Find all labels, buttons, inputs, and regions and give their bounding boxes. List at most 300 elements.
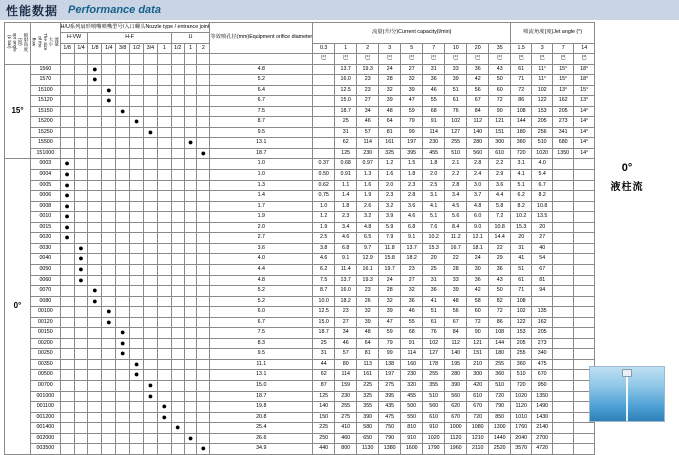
cell-capacity: 50 — [489, 286, 511, 297]
cell-capacity: 60 — [489, 85, 511, 96]
cell-jet-angle: 1760 — [511, 423, 532, 434]
cell-thread-mark — [171, 296, 184, 307]
header-h-vw: H-VW — [60, 33, 88, 43]
cell-capacity: 6.2 — [313, 264, 335, 275]
cell-thread-mark — [197, 433, 210, 444]
cell-capacity: 1020 — [423, 433, 445, 444]
cell-capacity: 59 — [401, 106, 423, 117]
cell-thread-mark — [157, 391, 171, 402]
cell-thread-mark-active: ● — [116, 349, 130, 360]
cell-thread-mark — [130, 433, 144, 444]
cell-jet-angle: 340 — [532, 349, 553, 360]
cell-thread-mark — [116, 286, 130, 297]
cell-capacity: 1000 — [445, 423, 467, 434]
table-row — [5, 317, 595, 328]
cell-capacity: 2.2 — [489, 159, 511, 170]
cell-thread-mark — [171, 222, 184, 233]
cell-capacity: 1440 — [489, 433, 511, 444]
cell-thread-mark — [60, 148, 74, 159]
cell-capacity — [313, 127, 335, 138]
cell-thread-mark — [184, 296, 197, 307]
cell-capacity: 230 — [401, 370, 423, 381]
cell-capacity: 36 — [467, 64, 489, 75]
cell-jet-angle: 720 — [511, 148, 532, 159]
cell-capacity: 114 — [357, 138, 379, 149]
cell-capacity: 151 — [489, 127, 511, 138]
cell-orifice: 5.2 — [210, 286, 313, 297]
cell-jet-angle: 18° — [574, 64, 595, 75]
cell-thread-mark — [130, 254, 144, 265]
cell-jet-angle: 6.2 — [511, 191, 532, 202]
cell-capacity: 0.68 — [335, 159, 357, 170]
cell-capacity: 2.3 — [401, 180, 423, 191]
cell-jet-angle — [574, 433, 595, 444]
table-row — [5, 243, 595, 254]
cell-thread-mark — [130, 307, 144, 318]
header-pressure-6: 10 — [445, 43, 467, 53]
cell-capacity: 6.5 — [357, 233, 379, 244]
table-row — [5, 264, 595, 275]
cell-thread-mark — [144, 106, 158, 117]
cell-capacity: 455 — [423, 148, 445, 159]
cell-model-code: 00100 — [31, 307, 61, 318]
header-orifice-spacer — [210, 54, 313, 64]
cell-capacity: 61 — [445, 96, 467, 107]
cell-capacity: 140 — [467, 127, 489, 138]
cell-thread-mark-active: ● — [60, 222, 74, 233]
cell-jet-angle — [553, 243, 574, 254]
cell-thread-mark — [144, 180, 158, 191]
cell-thread-mark-active: ● — [74, 243, 88, 254]
cell-thread-mark — [197, 191, 210, 202]
cell-capacity: 11.8 — [379, 243, 401, 254]
cell-thread-mark — [60, 359, 74, 370]
cell-thread-mark — [130, 275, 144, 286]
cell-capacity: 255 — [445, 138, 467, 149]
cell-thread-mark-active: ● — [144, 127, 158, 138]
cell-thread-mark — [130, 180, 144, 191]
cell-capacity: 112 — [445, 338, 467, 349]
cell-thread-mark — [130, 222, 144, 233]
cell-model-code: 0003 — [31, 159, 61, 170]
cell-thread-mark — [144, 412, 158, 423]
cell-thread-mark-active: ● — [116, 106, 130, 117]
cell-capacity: 1.4 — [335, 191, 357, 202]
cell-capacity: 102 — [423, 338, 445, 349]
cell-thread-mark — [157, 243, 171, 254]
header-jet-bar-0: 巴 — [511, 54, 532, 64]
cell-capacity: 82 — [489, 296, 511, 307]
cell-thread-mark — [60, 64, 74, 75]
cell-jet-angle: 205 — [532, 117, 553, 128]
cell-capacity: 280 — [445, 370, 467, 381]
cell-thread-mark — [157, 444, 171, 455]
cell-thread-mark — [144, 359, 158, 370]
cell-thread-mark — [130, 423, 144, 434]
cell-jet-angle: 8.2 — [511, 201, 532, 212]
cell-capacity: 255 — [423, 370, 445, 381]
cell-capacity: 161 — [379, 138, 401, 149]
cell-capacity: 144 — [489, 338, 511, 349]
cell-capacity: 910 — [401, 433, 423, 444]
cell-thread-mark — [74, 296, 88, 307]
cell-thread-mark — [197, 328, 210, 339]
cell-thread-mark — [171, 286, 184, 297]
cell-capacity: 650 — [357, 433, 379, 444]
cell-thread-mark — [130, 64, 144, 75]
cell-capacity: 2.5 — [423, 180, 445, 191]
cell-thread-mark — [144, 349, 158, 360]
cell-capacity: 1.8 — [335, 201, 357, 212]
cell-thread-mark — [60, 444, 74, 455]
cell-thread-mark-active: ● — [60, 201, 74, 212]
cell-thread-mark — [171, 191, 184, 202]
cell-thread-mark — [184, 286, 197, 297]
cell-capacity: 34 — [357, 106, 379, 117]
header-bar-3: 巴 — [379, 54, 401, 64]
cell-thread-mark — [157, 264, 171, 275]
cell-thread-mark — [60, 117, 74, 128]
cell-thread-mark — [60, 402, 74, 413]
cell-capacity: 910 — [423, 423, 445, 434]
cell-thread-mark-active: ● — [74, 254, 88, 265]
cell-thread-mark-active: ● — [184, 433, 197, 444]
cell-capacity: 99 — [401, 127, 423, 138]
cell-thread-mark — [197, 233, 210, 244]
cell-thread-mark — [157, 201, 171, 212]
cell-capacity: 42 — [467, 75, 489, 86]
cell-thread-mark — [197, 212, 210, 223]
cell-model-code: 1560 — [31, 64, 61, 75]
cell-thread-mark — [116, 444, 130, 455]
cell-thread-mark — [60, 349, 74, 360]
cell-thread-mark — [88, 148, 102, 159]
cell-thread-mark — [74, 75, 88, 86]
cell-thread-mark — [130, 402, 144, 413]
cell-jet-angle: 51 — [511, 264, 532, 275]
cell-model-code: 151000 — [31, 148, 61, 159]
cell-capacity: 26 — [357, 296, 379, 307]
cell-thread-mark — [74, 433, 88, 444]
cell-capacity: 1080 — [467, 423, 489, 434]
cell-thread-mark — [157, 317, 171, 328]
header-orifice-diameter: 等效喷孔径(mm)Equipment orifice diameter — [210, 23, 313, 54]
cell-capacity: 355 — [357, 402, 379, 413]
cell-thread-mark — [171, 264, 184, 275]
header-thread-spacer-5 — [130, 54, 144, 64]
cell-jet-angle: 950 — [532, 380, 553, 391]
cell-model-code: 001100 — [31, 402, 61, 413]
cell-thread-mark — [102, 159, 116, 170]
cell-capacity: 62 — [313, 370, 335, 381]
cell-capacity: 24 — [379, 64, 401, 75]
cell-thread-mark — [171, 85, 184, 96]
header-pressure-5: 7 — [423, 43, 445, 53]
cell-thread-mark — [116, 317, 130, 328]
cell-thread-mark — [171, 64, 184, 75]
cell-capacity: 550 — [401, 412, 423, 423]
cell-thread-mark — [184, 170, 197, 181]
cell-thread-mark — [102, 138, 116, 149]
cell-orifice: 1.0 — [210, 159, 313, 170]
cell-model-code: 15250 — [31, 127, 61, 138]
cell-thread-mark — [184, 222, 197, 233]
water-jet-icon — [626, 377, 628, 421]
cell-thread-mark — [130, 159, 144, 170]
cell-capacity: 72 — [467, 317, 489, 328]
cell-model-code: 001000 — [31, 391, 61, 402]
cell-thread-mark — [157, 191, 171, 202]
header-thread-spacer-1 — [74, 54, 88, 64]
cell-capacity: 580 — [357, 423, 379, 434]
cell-capacity: 62 — [335, 138, 357, 149]
cell-capacity: 46 — [335, 338, 357, 349]
cell-jet-angle — [553, 370, 574, 381]
cell-thread-mark — [184, 349, 197, 360]
cell-capacity: 28 — [379, 75, 401, 86]
cell-jet-angle — [553, 359, 574, 370]
cell-thread-mark — [116, 64, 130, 75]
cell-thread-mark — [60, 307, 74, 318]
cell-capacity: 56 — [467, 85, 489, 96]
cell-capacity: 1.6 — [379, 170, 401, 181]
cell-capacity: 325 — [379, 148, 401, 159]
cell-thread-mark — [157, 222, 171, 233]
cell-capacity: 320 — [401, 380, 423, 391]
cell-capacity: 22 — [445, 254, 467, 265]
table-row — [5, 75, 595, 86]
table-row — [5, 275, 595, 286]
cell-jet-angle: 3570 — [511, 444, 532, 455]
cell-capacity: 610 — [423, 412, 445, 423]
cell-thread-mark — [171, 96, 184, 107]
cell-capacity: 48 — [357, 328, 379, 339]
cell-thread-mark — [184, 391, 197, 402]
cell-orifice: 5.2 — [210, 75, 313, 86]
header-jet-bar-2: 巴 — [553, 54, 574, 64]
cell-capacity: 25 — [423, 264, 445, 275]
cell-thread-mark — [197, 380, 210, 391]
cell-capacity — [313, 106, 335, 117]
cell-thread-mark — [197, 402, 210, 413]
cell-thread-mark-active: ● — [60, 180, 74, 191]
cell-thread-mark — [60, 370, 74, 381]
cell-capacity: 610 — [489, 148, 511, 159]
cell-orifice: 25.4 — [210, 423, 313, 434]
cell-thread-mark — [60, 264, 74, 275]
cell-orifice: 9.5 — [210, 127, 313, 138]
cell-capacity: 230 — [423, 138, 445, 149]
cell-thread-mark — [197, 170, 210, 181]
cell-thread-mark — [144, 191, 158, 202]
cell-capacity: 5.9 — [379, 222, 401, 233]
cell-capacity: 3.2 — [357, 212, 379, 223]
cell-model-code: 001200 — [31, 412, 61, 423]
cell-capacity: 225 — [357, 380, 379, 391]
cell-thread-mark — [171, 212, 184, 223]
table-row — [5, 127, 595, 138]
nozzle-icon — [622, 369, 632, 377]
cell-jet-angle — [553, 222, 574, 233]
table-row — [5, 412, 595, 423]
cell-jet-angle: 13° — [553, 85, 574, 96]
cell-capacity: 255 — [335, 402, 357, 413]
cell-capacity: 91 — [423, 117, 445, 128]
cell-capacity: 87 — [313, 380, 335, 391]
cell-jet-angle: 11° — [532, 64, 553, 75]
table-row — [5, 328, 595, 339]
cell-capacity: 8.4 — [445, 222, 467, 233]
cell-jet-angle: 153 — [532, 106, 553, 117]
cell-model-code: 00250 — [31, 349, 61, 360]
cell-capacity: 325 — [357, 391, 379, 402]
cell-capacity: 2.0 — [379, 180, 401, 191]
cell-capacity: 460 — [335, 433, 357, 444]
cell-jet-angle — [553, 212, 574, 223]
cell-capacity: 23 — [357, 286, 379, 297]
cell-thread-mark — [130, 106, 144, 117]
cell-thread-mark-active: ● — [88, 286, 102, 297]
cell-capacity: 32 — [401, 75, 423, 86]
header-thread-5: 1/2 — [130, 43, 144, 53]
cell-capacity: 2.8 — [401, 191, 423, 202]
cell-thread-mark-active: ● — [74, 275, 88, 286]
cell-thread-mark — [171, 402, 184, 413]
cell-thread-mark — [171, 391, 184, 402]
cell-capacity: 113 — [357, 359, 379, 370]
cell-model-code: 0006 — [31, 191, 61, 202]
cell-capacity: 15.3 — [423, 243, 445, 254]
cell-thread-mark — [171, 127, 184, 138]
cell-capacity: 560 — [445, 391, 467, 402]
cell-thread-mark — [116, 380, 130, 391]
cell-capacity: 6.0 — [467, 212, 489, 223]
cell-thread-mark — [144, 275, 158, 286]
cell-capacity: 4.6 — [401, 212, 423, 223]
cell-capacity: 1600 — [401, 444, 423, 455]
cell-capacity: 11.4 — [335, 264, 357, 275]
cell-capacity: 197 — [379, 370, 401, 381]
cell-thread-mark-active: ● — [144, 380, 158, 391]
cell-thread-mark-active: ● — [74, 264, 88, 275]
cell-jet-angle: 67 — [532, 264, 553, 275]
cell-orifice: 4.0 — [210, 254, 313, 265]
cell-thread-mark — [184, 191, 197, 202]
cell-capacity: 108 — [489, 328, 511, 339]
header-pressure-7: 20 — [467, 43, 489, 53]
cell-capacity: 16.0 — [335, 75, 357, 86]
cell-thread-mark — [102, 233, 116, 244]
cell-capacity: 510 — [423, 391, 445, 402]
cell-thread-mark — [144, 233, 158, 244]
cell-jet-angle: 5.4 — [532, 170, 553, 181]
cell-capacity: 2.4 — [467, 170, 489, 181]
cell-capacity: 750 — [379, 423, 401, 434]
cell-thread-mark — [157, 127, 171, 138]
cell-jet-angle: 144 — [511, 117, 532, 128]
cell-capacity: 1960 — [445, 444, 467, 455]
cell-thread-mark — [116, 75, 130, 86]
cell-thread-mark-active: ● — [130, 370, 144, 381]
cell-jet-angle: 13.5 — [532, 212, 553, 223]
cell-capacity: 121 — [467, 338, 489, 349]
cell-thread-mark — [102, 349, 116, 360]
table-row — [5, 212, 595, 223]
cell-capacity: 500 — [401, 402, 423, 413]
cell-jet-angle: 475 — [532, 359, 553, 370]
cell-capacity: 27 — [401, 64, 423, 75]
cell-thread-mark — [74, 349, 88, 360]
cell-jet-angle: 1120 — [511, 402, 532, 413]
table-row — [5, 338, 595, 349]
cell-capacity: 0.75 — [313, 191, 335, 202]
cell-thread-mark — [144, 201, 158, 212]
cell-capacity: 560 — [467, 148, 489, 159]
table-row — [5, 254, 595, 265]
cell-thread-mark — [197, 264, 210, 275]
cell-jet-angle — [553, 412, 574, 423]
cell-capacity: 29 — [489, 254, 511, 265]
cell-thread-mark-active: ● — [102, 96, 116, 107]
cell-thread-mark — [60, 243, 74, 254]
cell-capacity: 10.8 — [489, 222, 511, 233]
cell-capacity: 159 — [335, 380, 357, 391]
cell-jet-angle: 122 — [532, 96, 553, 107]
cell-thread-mark — [184, 412, 197, 423]
cell-thread-mark — [144, 159, 158, 170]
cell-capacity: 18.2 — [335, 296, 357, 307]
cell-capacity: 1.5 — [401, 159, 423, 170]
cell-capacity: 4.4 — [489, 191, 511, 202]
cell-thread-mark — [74, 370, 88, 381]
cell-capacity: 24 — [467, 254, 489, 265]
cell-jet-angle — [553, 275, 574, 286]
cell-capacity: 1130 — [357, 444, 379, 455]
cell-capacity: 31 — [423, 275, 445, 286]
cell-capacity: 11.2 — [445, 233, 467, 244]
cell-thread-mark — [144, 243, 158, 254]
header-pressure-4: 5 — [401, 43, 423, 53]
cell-thread-mark-active: ● — [60, 233, 74, 244]
cell-jet-angle: 680 — [553, 138, 574, 149]
header-pressure-8: 35 — [489, 43, 511, 53]
cell-thread-mark — [184, 148, 197, 159]
cell-thread-mark-active: ● — [88, 75, 102, 86]
cell-thread-mark — [74, 138, 88, 149]
cell-jet-angle: 15° — [553, 64, 574, 75]
cell-capacity: 300 — [467, 370, 489, 381]
cell-thread-mark — [130, 148, 144, 159]
cell-orifice: 2.0 — [210, 222, 313, 233]
cell-thread-mark — [197, 222, 210, 233]
cell-thread-mark — [102, 117, 116, 128]
cell-capacity: 3.0 — [467, 180, 489, 191]
cell-thread-mark — [116, 117, 130, 128]
cell-orifice: 19.8 — [210, 402, 313, 413]
cell-orifice: 6.7 — [210, 96, 313, 107]
page-header — [0, 0, 679, 20]
table-row — [5, 201, 595, 212]
cell-capacity: 44 — [313, 359, 335, 370]
cell-orifice: 1.9 — [210, 212, 313, 223]
cell-thread-mark — [171, 148, 184, 159]
cell-thread-mark — [197, 275, 210, 286]
cell-thread-mark — [116, 159, 130, 170]
cell-capacity: 2520 — [489, 444, 511, 455]
cell-capacity: 197 — [401, 138, 423, 149]
cell-thread-mark — [144, 338, 158, 349]
cell-thread-mark — [197, 286, 210, 297]
